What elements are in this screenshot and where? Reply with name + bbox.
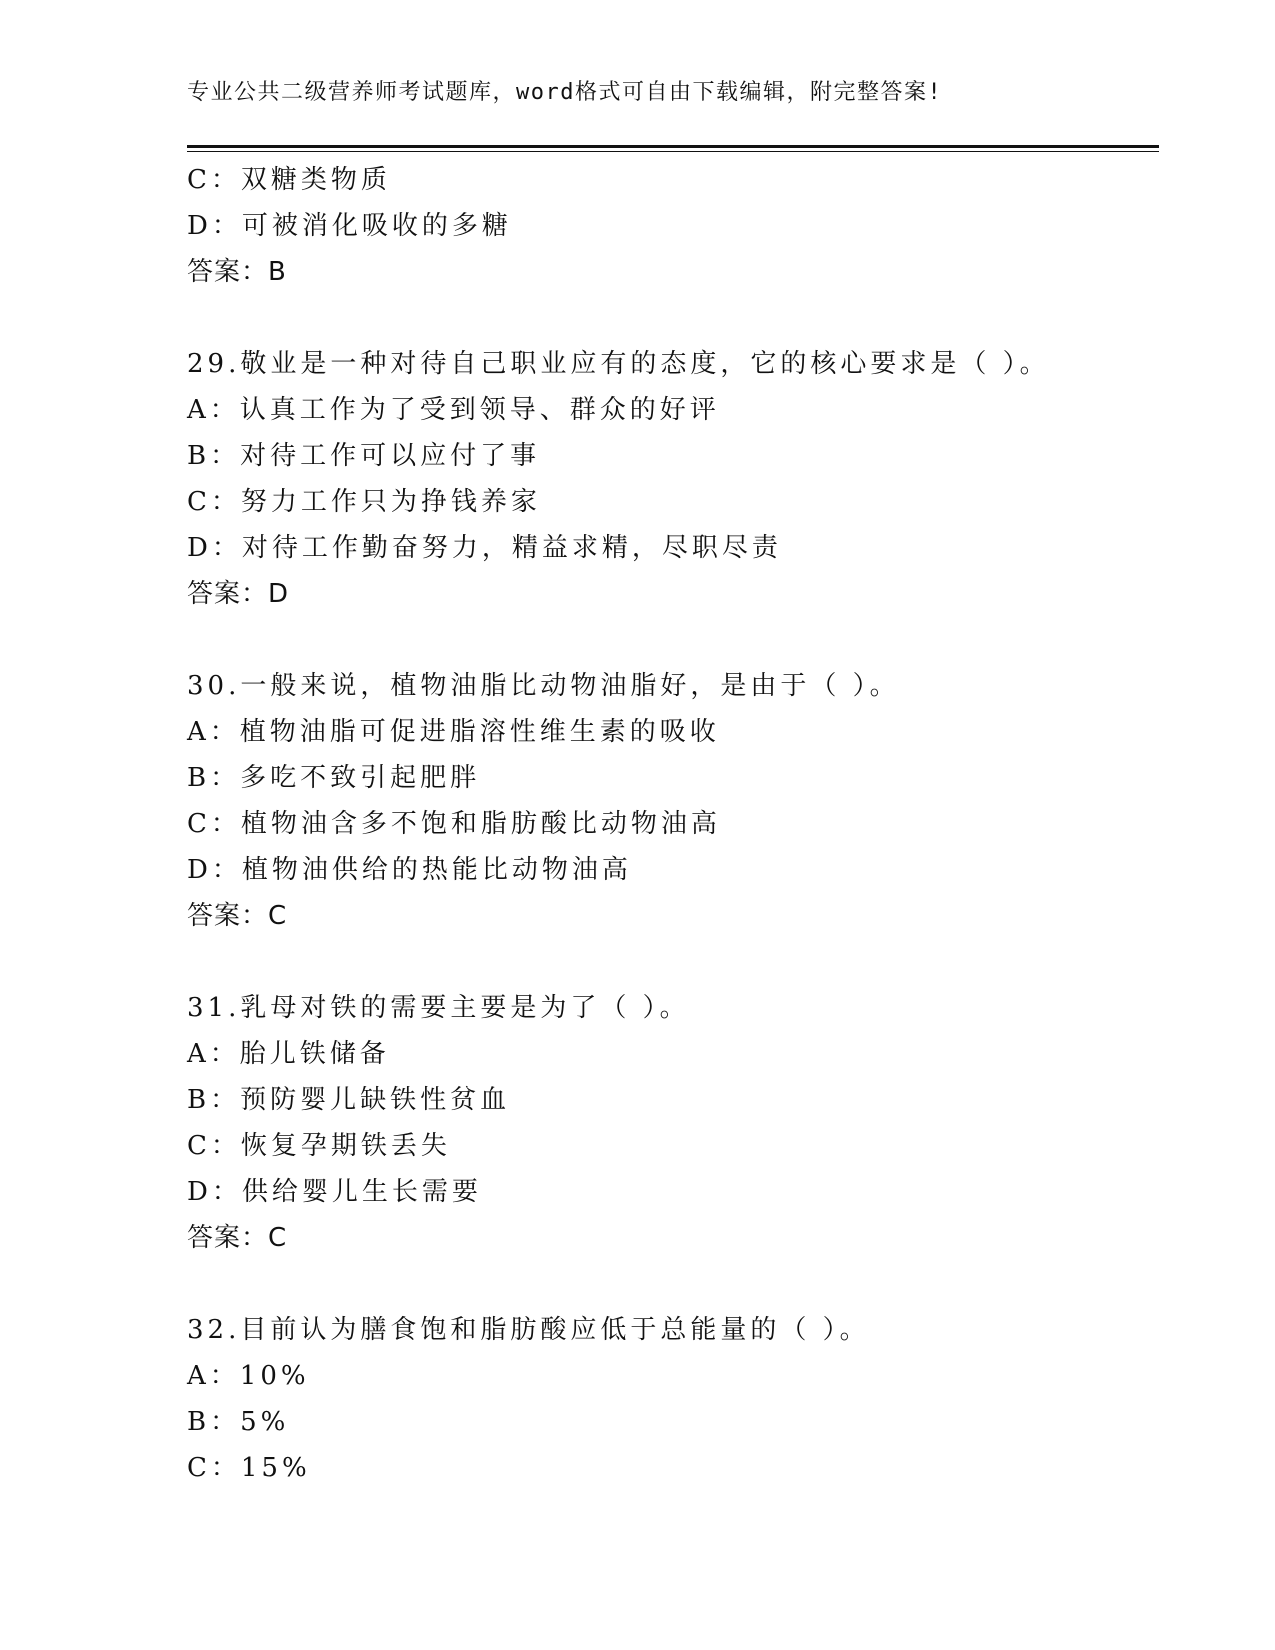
option-line: A：认真工作为了受到领导、群众的好评 <box>187 395 720 425</box>
option-line: C：恢复孕期铁丢失 <box>187 1131 451 1161</box>
header-rule-thick <box>187 145 1159 148</box>
answer-line: 答案：C <box>187 1223 288 1253</box>
question-content <box>187 157 1159 1491</box>
question-stem: 31.乳母对铁的需要主要是为了（ ）。 <box>187 993 690 1023</box>
option-line: C：植物油含多不饱和脂肪酸比动物油高 <box>187 809 721 839</box>
page-header: 专业公共二级营养师考试题库，word格式可自由下载编辑，附完整答案! <box>187 80 943 105</box>
option-line: A：10% <box>187 1361 310 1391</box>
option-line: C：双糖类物质 <box>187 165 391 195</box>
spacer <box>187 939 1159 985</box>
option-line: A：胎儿铁储备 <box>187 1039 390 1069</box>
answer-line: 答案：C <box>187 901 288 931</box>
question-stem: 30.一般来说，植物油脂比动物油脂好，是由于（ ）。 <box>187 671 900 701</box>
spacer <box>187 617 1159 663</box>
option-line: D：植物油供给的热能比动物油高 <box>187 855 632 885</box>
answer-line: 答案：D <box>187 579 290 609</box>
question-stem: 29.敬业是一种对待自己职业应有的态度，它的核心要求是（ ）。 <box>187 349 1050 379</box>
answer-line: 答案：B <box>187 257 287 287</box>
option-line: D：供给婴儿生长需要 <box>187 1177 482 1207</box>
option-line: C：努力工作只为挣钱养家 <box>187 487 541 517</box>
option-line: B：对待工作可以应付了事 <box>187 441 541 471</box>
question-stem: 32.目前认为膳食饱和脂肪酸应低于总能量的（ ）。 <box>187 1315 870 1345</box>
option-line: A：植物油脂可促进脂溶性维生素的吸收 <box>187 717 720 747</box>
spacer <box>187 1261 1159 1307</box>
option-line: C：15% <box>187 1453 311 1483</box>
option-line: D：可被消化吸收的多糖 <box>187 211 512 241</box>
option-line: B：5% <box>187 1407 290 1437</box>
option-line: B：预防婴儿缺铁性贫血 <box>187 1085 511 1115</box>
option-line: D：对待工作勤奋努力，精益求精，尽职尽责 <box>187 533 782 563</box>
spacer <box>187 295 1159 341</box>
header-rule-thin <box>187 151 1159 152</box>
option-line: B：多吃不致引起肥胖 <box>187 763 481 793</box>
